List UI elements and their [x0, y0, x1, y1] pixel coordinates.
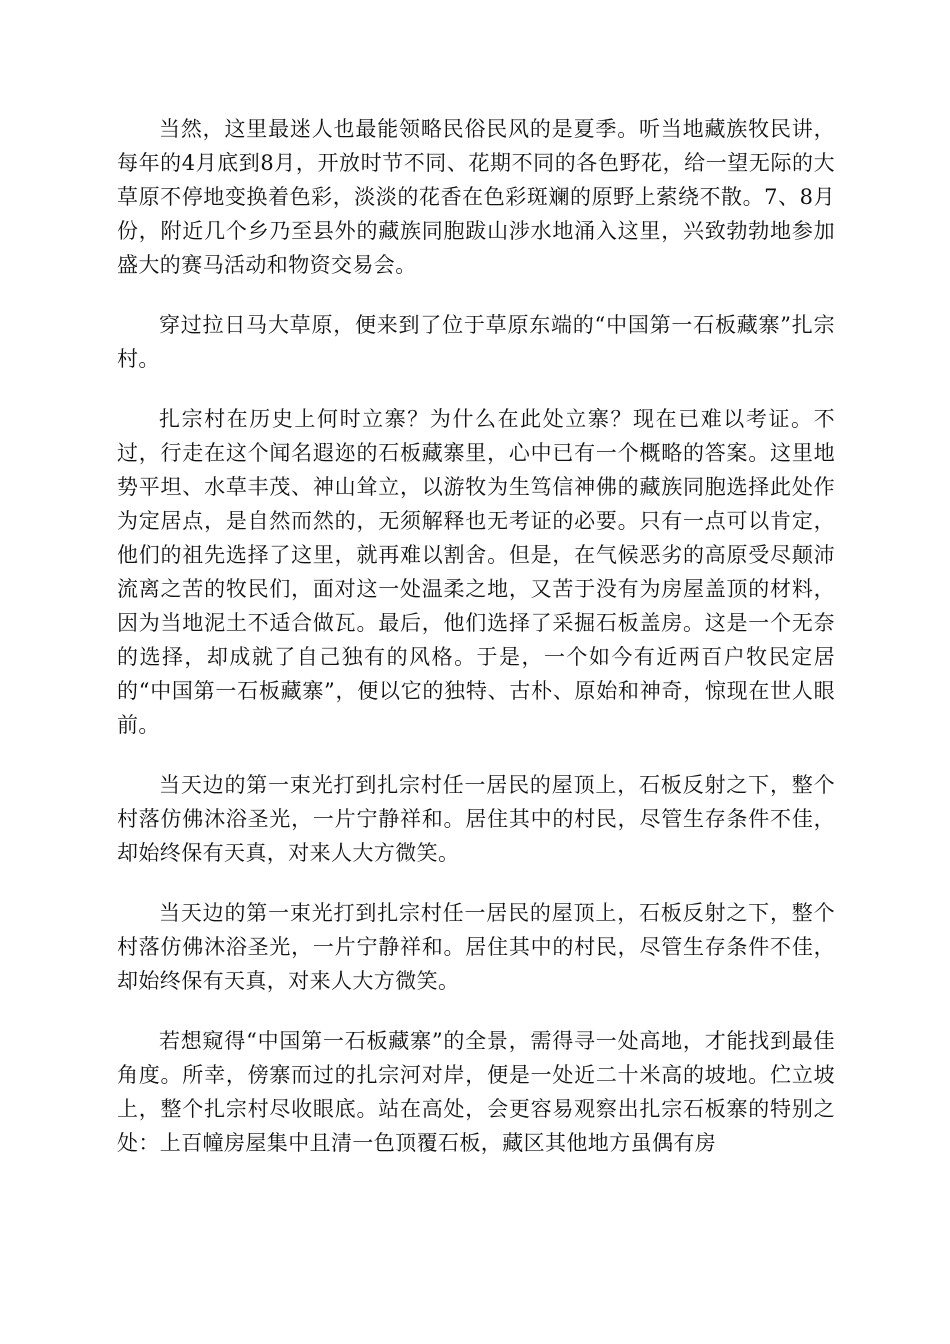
paragraph-village-history: 扎宗村在历史上何时立寨？为什么在此处立寨？现在已难以考证。不过，行走在这个闻名遐迩的石板藏寨里，心中已有一个概略的答案。这里地势平坦、水草丰茂、神山耸立，以游牧为生笃信神佛的藏族同胞选择此处作为定居点，是自然而然的，无须解释也无考证的必要。只有一点可以肯定，他们的祖先选择了这里，就再难以割舍。但是，在气候恶劣的高原受尽颠沛流离之苦的牧民们，面对这一处温柔之地，又苦于没有为房屋盖顶的材料，因为当地泥土不适合做瓦。最后，他们选择了采掘石板盖房。这是一个无奈的选择，却成就了自己独有的风格。于是，一个如今有近两百户牧民定居的“中国第一石板藏寨”，便以它的独特、古朴、原始和神奇，惊现在世人眼前。 [117, 407, 835, 737]
document-page [117, 112, 835, 1186]
paragraph-first-light-repeat: 当天边的第一束光打到扎宗村任一居民的屋顶上，石板反射之下，整个村落仿佛沐浴圣光，一片宁静祥和。居住其中的村民，尽管生存条件不佳，却始终保有天真，对来人大方微笑。 [117, 901, 835, 993]
paragraph-first-light: 当天边的第一束光打到扎宗村任一居民的屋顶上，石板反射之下，整个村落仿佛沐浴圣光，一片宁静祥和。居住其中的村民，尽管生存条件不佳，却始终保有天真，对来人大方微笑。 [117, 773, 835, 865]
paragraph-panorama: 若想窥得“中国第一石板藏寨”的全景，需得寻一处高地，才能找到最佳角度。所幸，傍寨而过的扎宗河对岸，便是一处近二十米高的坡地。伫立坡上，整个扎宗村尽收眼底。站在高处，会更容易观察出扎宗石板寨的特别之处：上百幢房屋集中且清一色顶覆石板，藏区其他地方虽偶有房 [117, 1029, 835, 1155]
paragraph-summer: 当然，这里最迷人也最能领略民俗民风的是夏季。听当地藏族牧民讲，每年的4月底到8月，开放时节不同、花期不同的各色野花，给一望无际的大草原不停地变换着色彩，淡淡的花香在色彩斑斓的原野上萦绕不散。7、8月份，附近几个乡乃至县外的藏族同胞跋山涉水地涌入这里，兴致勃勃地参加盛大的赛马活动和物资交易会。 [117, 117, 835, 277]
paragraph-zhazong-intro: 穿过拉日马大草原，便来到了位于草原东端的“中国第一石板藏寨”扎宗村。 [117, 313, 835, 371]
